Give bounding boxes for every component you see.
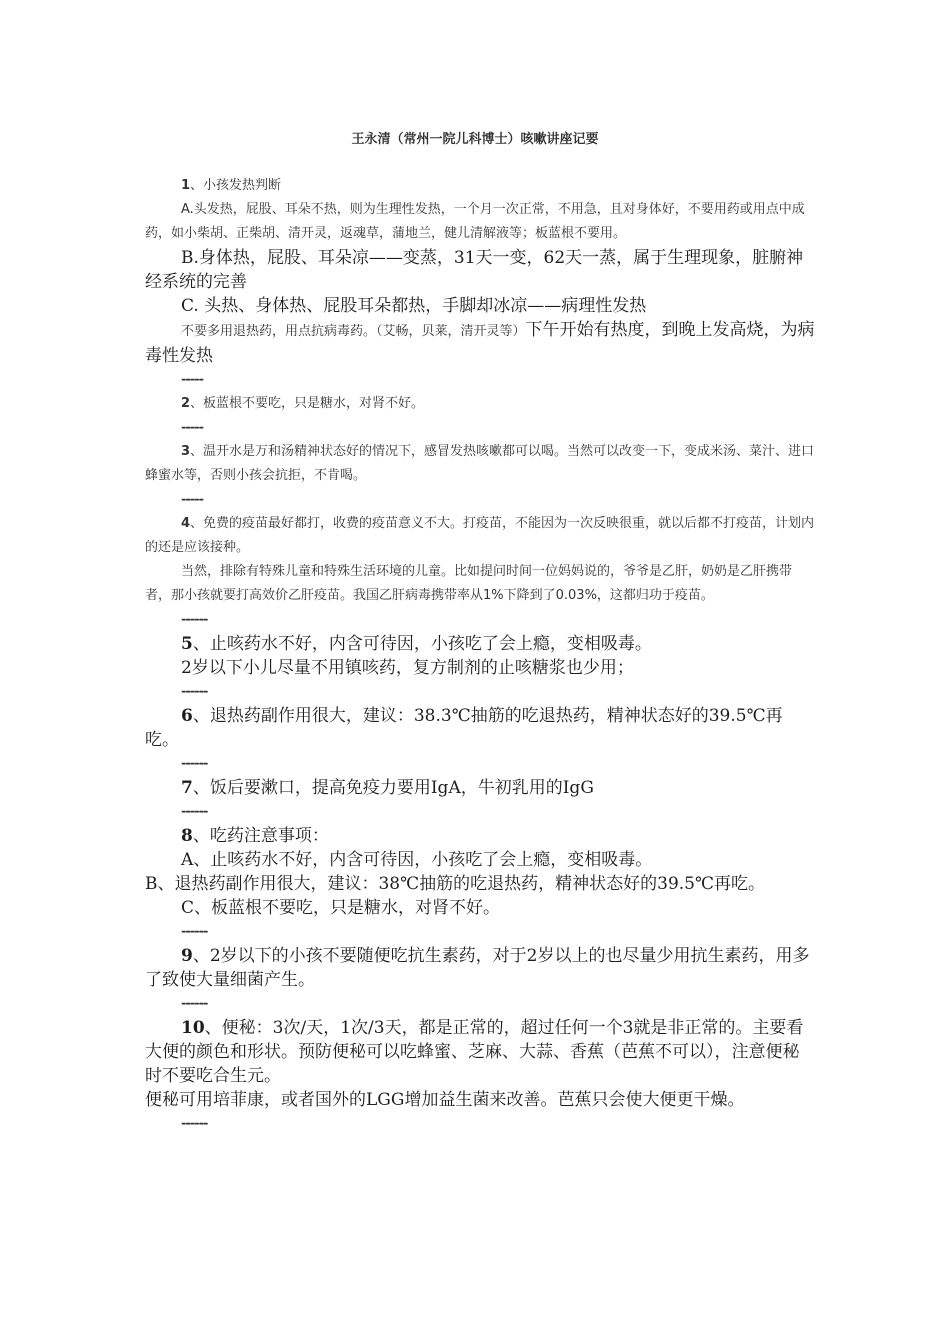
separator: ------ (181, 684, 208, 699)
section-8: 8、吃药注意事项： (181, 826, 329, 846)
separator: ------ (181, 804, 208, 819)
section-8-item-c: C、板蓝根不要吃，只是糖水，对肾不好。 (181, 898, 501, 918)
section-8-item-a: A、止咳药水不好，内含可待因，小孩吃了会上瘾，变相吸毒。 (181, 850, 653, 870)
section-9: 9、2岁以下的小孩不要随便吃抗生素药，对于2岁以上的也尽量少用抗生素药，用多了致使大量细菌产生。 (145, 946, 810, 990)
separator: ----- (181, 492, 203, 507)
section-1-item-d: 不要多用退热药，用点抗病毒药。（艾畅，贝莱，清开灵等）下午开始有热度，到晚上发高烧，为病毒性发热 (145, 320, 815, 366)
section-1-item-b: B.身体热，屁股、耳朵凉——变蒸，31天一变，62天一蒸，属于生理现象，脏腑神经系统的完善 (145, 248, 804, 292)
section-1-heading: 1、小孩发热判断 (181, 178, 282, 193)
section-7: 7、饭后要漱口，提高免疫力要用IgA，牛初乳用的IgG (181, 778, 594, 798)
section-8-item-b: B、退热药副作用很大，建议：38℃抽筋的吃退热药，精神状态好的39.5℃再吃。 (145, 874, 766, 894)
section-4: 4、免费的疫苗最好都打，收费的疫苗意义不大。打疫苗，不能因为一次反映很重，就以后都不打疫苗，计划内的还是应该接种。 (145, 516, 815, 555)
section-10: 10、便秘：3次/天，1次/3天，都是正常的，超过任何一个3就是非正常的。主要看大便的颜色和形状。预防便秘可以吃蜂蜜、芝麻、大蒜、香蕉（芭蕉不可以），注意便秘时不要吃合生元。 (145, 1018, 804, 1086)
separator: ----- (181, 372, 203, 387)
section-2: 2、板蓝根不要吃，只是糖水，对肾不好。 (181, 396, 425, 411)
document-body (145, 174, 815, 1136)
separator: ------ (181, 924, 208, 939)
section-4-note: 当然，排除有特殊儿童和特殊生活环境的儿童。比如提问时间一位妈妈说的，爷爷是乙肝，奶奶是乙肝携带者，那小孩就要打高效价乙肝疫苗。我国乙肝病毒携带率从1%下降到了0.03%，这都归功于疫苗。 (145, 564, 793, 603)
separator: ------ (181, 996, 208, 1011)
section-1-item-a: A.头发热，屁股、耳朵不热，则为生理性发热，一个月一次正常，不用急，且对身体好，不要用药或用点中成药，如小柴胡、正柴胡、清开灵，返魂草，蒲地兰，健儿清解液等；板蓝根不要用。 (145, 202, 805, 241)
section-5: 5、止咳药水不好，内含可待因，小孩吃了会上瘾，变相吸毒。 (181, 634, 652, 654)
separator: ------ (181, 612, 208, 627)
page-title: 王永清（常州一院儿科博士）咳嗽讲座记要 (351, 132, 599, 147)
section-3: 3、温开水是万和汤精神状态好的情况下，感冒发热咳嗽都可以喝。当然可以改变一下，变成米汤、菜汁、进口蜂蜜水等，否则小孩会抗拒，不肯喝。 (145, 444, 815, 483)
separator: ----- (181, 420, 203, 435)
separator: ------ (181, 756, 208, 771)
section-1-item-c: C. 头热、身体热、屁股耳朵都热，手脚却冰凉——病理性发热 (181, 296, 647, 316)
section-6: 6、退热药副作用很大，建议：38.3℃抽筋的吃退热药，精神状态好的39.5℃再吃。 (145, 706, 783, 750)
separator: ------ (181, 1116, 208, 1131)
section-10-note: 便秘可用培菲康，或者国外的LGG增加益生菌来改善。芭蕉只会使大便更干燥。 (145, 1090, 745, 1110)
section-5-note: 2岁以下小儿尽量不用镇咳药，复方制剂的止咳糖浆也少用； (181, 658, 634, 678)
